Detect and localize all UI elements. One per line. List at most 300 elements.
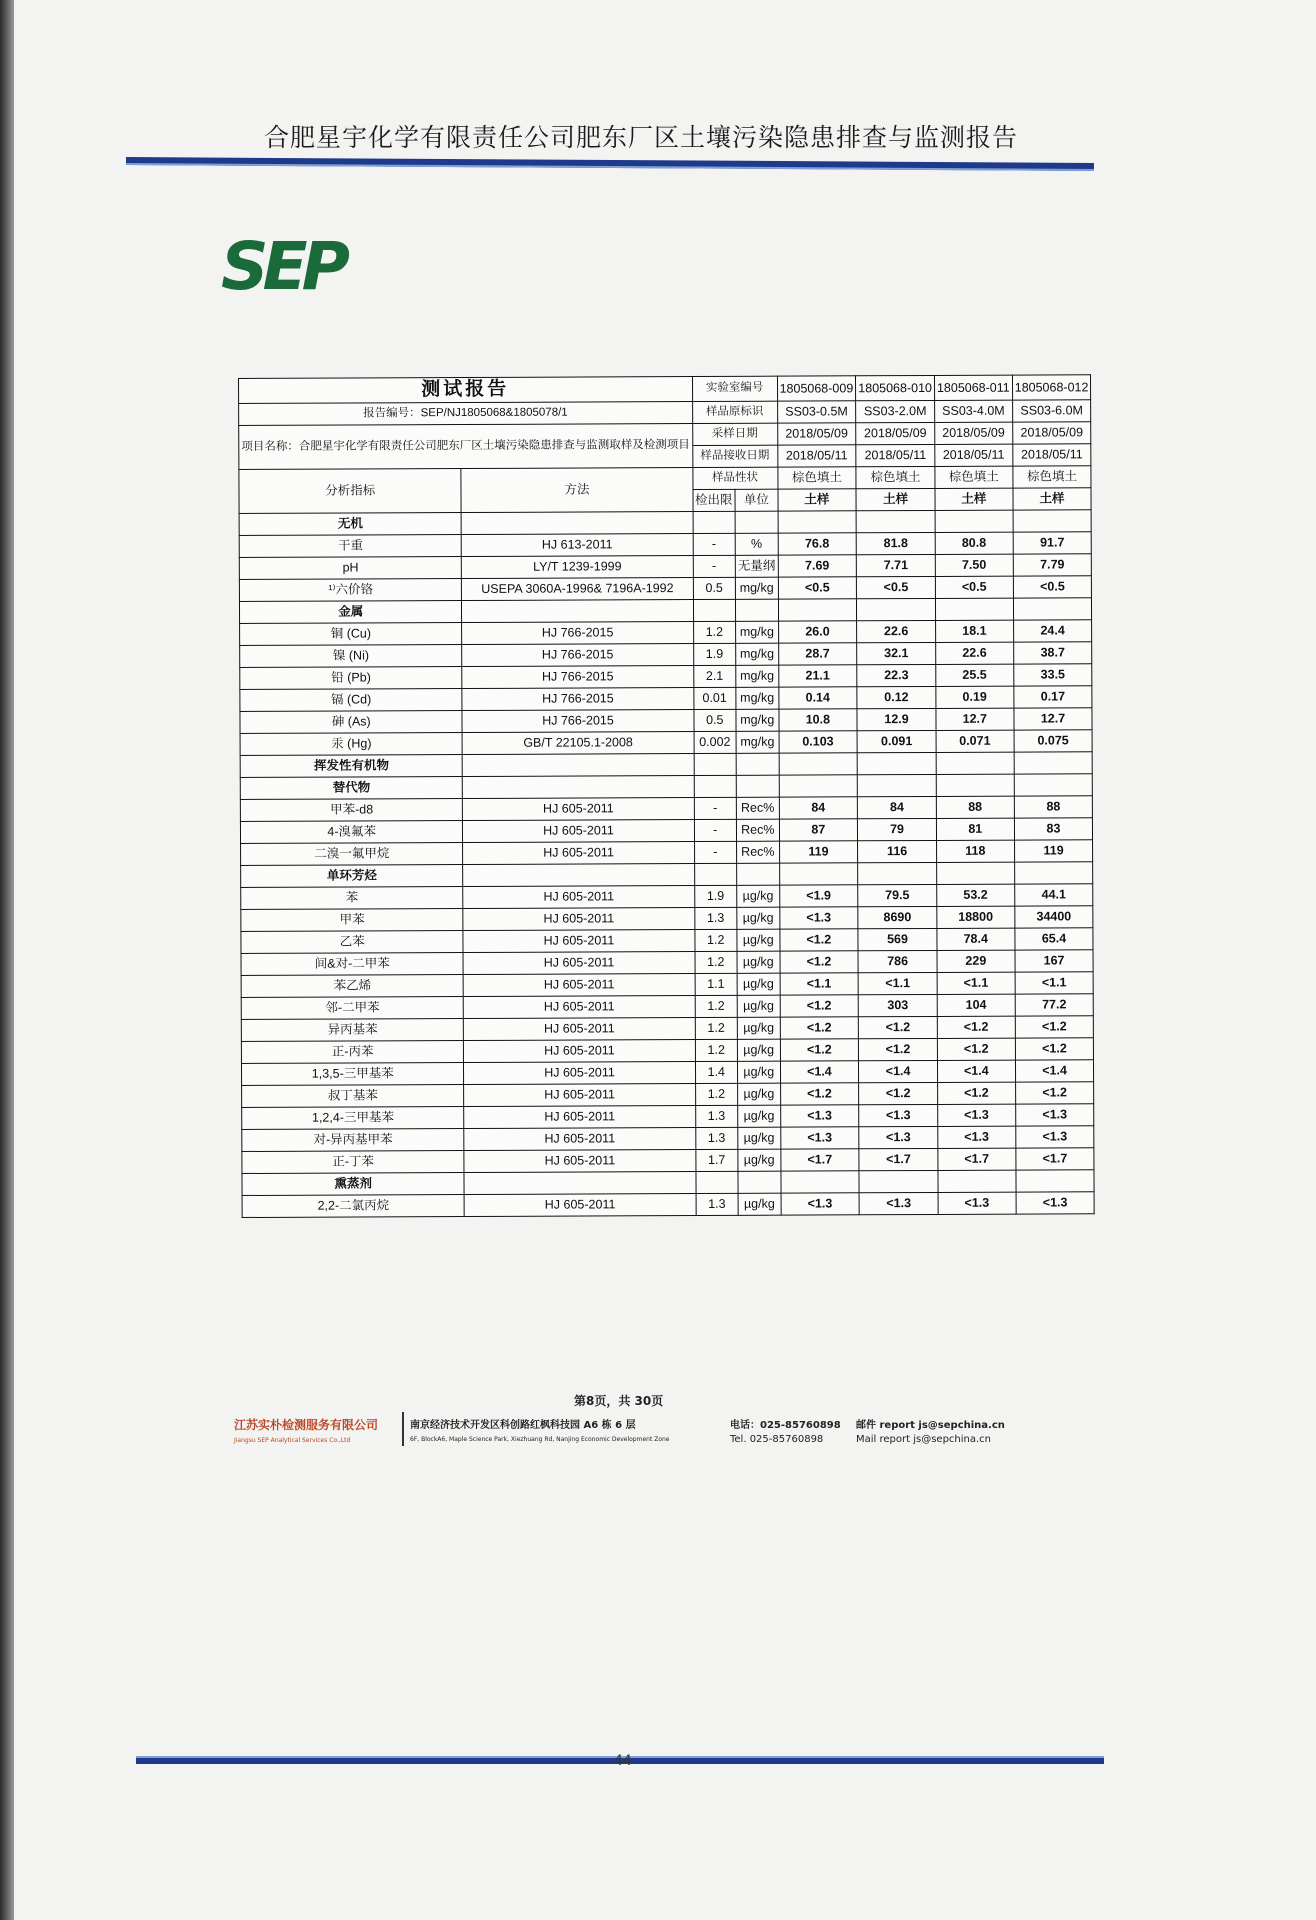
empty-cell [936,774,1014,796]
sampling-date-2: 2018/05/09 [856,422,935,444]
method-standard: HJ 605-2011 [463,885,694,908]
empty-cell [779,863,858,885]
result-value: 104 [937,994,1015,1016]
footer-divider [402,1412,404,1446]
result-value: 81.8 [856,532,935,554]
result-value: <1.2 [780,951,859,973]
result-value: 0.103 [779,731,858,753]
method-standard: HJ 605-2011 [463,819,694,842]
empty-cell [856,510,935,532]
footer-mail-en: Mail report js@sepchina.cn [856,1434,992,1445]
sampling-date-3: 2018/05/09 [935,422,1013,444]
detection-limit: 0.01 [693,687,736,709]
detection-limit: - [694,797,737,819]
unit: µg/kg [738,1127,781,1149]
indicator-name: 1,2,4-三甲基苯 [242,1106,465,1129]
result-value: <1.3 [1015,1126,1094,1148]
empty-cell [1014,774,1093,796]
lab-id-label: 实验室编号 [692,376,777,401]
result-value: 81 [936,818,1014,840]
result-value: 79 [858,818,937,840]
result-value: <1.1 [858,972,937,994]
sample-type-4: 土样 [1013,488,1092,510]
indicator-name: 砷 (As) [240,710,463,733]
detection-limit: 1.2 [695,951,738,973]
result-value: <1.4 [859,1060,938,1082]
result-value: <1.2 [859,1082,938,1104]
section-header: 替代物 [240,776,463,799]
result-value: <1.4 [780,1061,859,1083]
result-value: <1.3 [780,1105,859,1127]
result-value: 65.4 [1015,928,1094,950]
result-value: <1.9 [779,885,858,907]
empty-cell [857,774,936,796]
result-value: 88 [1014,796,1093,818]
detection-limit: 0.5 [693,577,736,599]
col-unit-header: 单位 [735,489,778,511]
footer-company-en: Jiangsu SEP Analytical Services Co.,Ltd [234,1437,351,1444]
indicator-name: 铜 (Cu) [240,622,463,645]
report-number-value: SEP/NJ1805068&1805078/1 [420,406,568,419]
unit: 无量纲 [735,555,778,577]
detection-limit: 1.9 [694,885,737,907]
result-value: 78.4 [937,928,1015,950]
unit: µg/kg [738,1061,781,1083]
sample-type-1: 土样 [778,489,857,511]
result-value: 24.4 [1013,620,1092,642]
empty-cell [735,599,778,621]
receive-date-label: 样品接收日期 [692,445,777,467]
empty-cell [1016,1170,1095,1192]
empty-cell [694,753,737,775]
method-standard: HJ 605-2011 [463,797,694,820]
result-value: <1.3 [859,1192,938,1214]
result-value: 229 [937,950,1015,972]
result-value: <1.1 [1015,972,1094,994]
detection-limit: 1.2 [695,1017,738,1039]
footer-telephone: 电话：025-85760898 [730,1420,841,1431]
result-value: <0.5 [1013,576,1092,598]
sample-type-3: 土样 [935,488,1013,510]
result-value: <1.3 [938,1104,1016,1126]
result-value: 22.6 [857,620,936,642]
empty-cell [779,753,858,775]
sample-nature-3: 棕色填土 [935,466,1013,488]
indicator-name: 镉 (Cd) [240,688,463,711]
method-standard: HJ 605-2011 [464,1149,695,1172]
indicator-name: 镍 (Ni) [240,644,463,667]
empty-cell [693,511,736,533]
result-value: <1.2 [937,1038,1015,1060]
empty-cell [779,775,858,797]
result-value: <1.2 [859,1038,938,1060]
indicator-name: 间&对-二甲苯 [241,952,464,975]
indicator-name: 二溴一氟甲烷 [241,842,464,865]
result-value: 0.19 [936,686,1014,708]
result-value: <1.2 [780,995,859,1017]
empty-cell [462,599,693,622]
result-value: 8690 [858,906,937,928]
book-spine [0,0,14,1920]
result-value: 0.17 [1014,686,1093,708]
result-value: <0.5 [935,576,1013,598]
lab-id-2: 1805068-010 [856,375,935,400]
detection-limit: 1.2 [695,1083,738,1105]
project-name-value: 合肥星宇化学有限责任公司肥东厂区土壤污染隐患排查与监测取样及检测项目 [298,438,690,453]
result-value: <1.1 [937,972,1015,994]
indicator-name: 正-丙苯 [241,1040,464,1063]
result-value: <1.3 [938,1126,1016,1148]
empty-cell [693,599,736,621]
unit: µg/kg [737,995,780,1017]
unit: mg/kg [736,709,779,731]
result-value: <1.7 [1016,1148,1095,1170]
empty-cell [463,775,694,798]
result-value: 83 [1014,818,1093,840]
unit: mg/kg [736,665,779,687]
unit: mg/kg [736,687,779,709]
result-value: <1.3 [859,1104,938,1126]
result-value: 0.071 [936,730,1014,752]
result-value: 119 [779,841,858,863]
result-value: 118 [936,840,1014,862]
unit: mg/kg [736,643,779,665]
result-value: 34400 [1014,906,1093,928]
result-value: <1.2 [780,1017,859,1039]
result-value: 80.8 [935,532,1013,554]
empty-cell [736,775,779,797]
lab-id-3: 1805068-011 [934,375,1012,400]
detection-limit: 0.002 [694,731,737,753]
empty-cell [859,1170,938,1192]
result-value: 0.091 [857,730,936,752]
footer-address-en: 6F, BlockA6, Maple Science Park, Xiezhuang Rd, Nanjing Economic Development Zone [410,1436,670,1443]
result-value: 53.2 [937,884,1015,906]
empty-cell [695,1171,738,1193]
result-value: <1.4 [1015,1060,1094,1082]
result-value: 87 [779,819,858,841]
receive-date-1: 2018/05/11 [777,445,856,467]
result-value: <1.4 [937,1060,1015,1082]
result-value: 28.7 [778,643,857,665]
result-value: <0.5 [778,577,857,599]
empty-cell [937,862,1015,884]
empty-cell [463,753,694,776]
result-value: 119 [1014,840,1093,862]
sample-nature-label: 样品性状 [692,467,777,489]
result-value: <1.2 [1015,1016,1094,1038]
result-value: <1.2 [780,1083,859,1105]
sampling-date-label: 采样日期 [692,423,777,445]
detection-limit: 1.2 [693,621,736,643]
result-value: <1.3 [1016,1192,1095,1214]
sample-nature-1: 棕色填土 [777,467,856,489]
detection-limit: 1.3 [695,1127,738,1149]
result-value: <1.2 [1015,1038,1094,1060]
unit: µg/kg [738,1193,781,1215]
sample-label-label: 样品原标识 [692,401,777,423]
method-standard: HJ 766-2015 [462,621,693,644]
result-value: <1.7 [859,1148,938,1170]
col-indicator-header: 分析指标 [239,468,462,513]
method-standard: HJ 766-2015 [462,709,693,732]
detection-limit: - [694,841,737,863]
indicator-name: 4-溴氟苯 [240,820,463,843]
unit: µg/kg [737,929,780,951]
result-value: <1.7 [780,1149,859,1171]
unit: % [735,533,778,555]
indicator-name: 甲苯-d8 [240,798,463,821]
empty-cell [778,599,857,621]
unit: mg/kg [736,621,779,643]
indicator-name: 汞 (Hg) [240,732,463,755]
detection-limit: 1.9 [693,643,736,665]
result-value: 91.7 [1013,532,1092,554]
receive-date-4: 2018/05/11 [1012,444,1091,466]
result-value: 786 [858,950,937,972]
method-standard: USEPA 3060A-1996& 7196A-1992 [462,577,693,600]
empty-cell [857,752,936,774]
result-value: 18800 [937,906,1015,928]
method-standard: HJ 605-2011 [463,907,694,930]
result-value: 7.69 [778,555,857,577]
result-value: 44.1 [1014,884,1093,906]
footer-telephone-en: Tel. 025-85760898 [730,1434,824,1445]
method-standard: HJ 605-2011 [464,995,695,1018]
method-standard: HJ 605-2011 [464,1017,695,1040]
header-rule [126,157,1094,171]
sample-label-4: SS03-6.0M [1012,400,1091,422]
sample-label-1: SS03-0.5M [777,401,856,423]
result-value: <1.3 [859,1126,938,1148]
empty-cell [780,1171,859,1193]
indicator-name: 正-丁苯 [242,1150,465,1173]
detection-limit: - [694,819,737,841]
method-standard: HJ 605-2011 [464,1127,695,1150]
subsection-header: 挥发性有机物 [240,754,463,777]
result-value: 0.12 [857,686,936,708]
detection-limit: 1.3 [696,1193,739,1215]
empty-cell [935,598,1013,620]
receive-date-2: 2018/05/11 [856,444,935,466]
result-value: 33.5 [1013,664,1092,686]
method-standard: HJ 605-2011 [464,973,695,996]
lab-id-4: 1805068-012 [1012,375,1091,400]
method-standard: GB/T 22105.1-2008 [463,731,694,754]
empty-cell [1014,862,1093,884]
result-value: 77.2 [1015,994,1094,1016]
indicator-name: ¹⁾六价铬 [239,578,462,601]
detection-limit: 1.2 [695,995,738,1017]
unit: µg/kg [737,951,780,973]
result-value: 84 [779,797,858,819]
footer-company: 江苏实朴检测服务有限公司 [234,1418,379,1432]
result-value: 0.14 [778,687,857,709]
detection-limit: 1.4 [695,1061,738,1083]
section-header: 单环芳烃 [241,864,464,887]
result-value: 22.6 [936,642,1014,664]
empty-cell [736,753,779,775]
result-value: 38.7 [1013,642,1092,664]
col-method-header: 方法 [461,467,692,512]
unit: mg/kg [735,577,778,599]
method-standard: HJ 766-2015 [462,665,693,688]
unit: Rec% [737,841,780,863]
table-row [242,1192,1094,1218]
receive-date-3: 2018/05/11 [935,444,1013,466]
sample-label-2: SS03-2.0M [856,400,935,422]
unit: µg/kg [737,973,780,995]
result-value: 25.5 [936,664,1014,686]
result-value: <1.2 [1015,1082,1094,1104]
indicator-name: 干重 [239,534,462,557]
indicator-name: 1,3,5-三甲基苯 [241,1062,464,1085]
result-value: 7.71 [856,554,935,576]
project-name-label: 项目名称： [241,440,299,453]
unit: Rec% [736,819,779,841]
footer-page-info: 第8页，共 30页 [574,1394,664,1408]
detection-limit: 2.1 [693,665,736,687]
section-header: 金属 [239,600,462,623]
header-row-lab-id [239,375,1091,404]
result-value: 26.0 [778,621,857,643]
result-value: <1.3 [1015,1104,1094,1126]
method-standard: HJ 605-2011 [463,929,694,952]
result-value: 303 [858,994,937,1016]
result-value: 116 [858,840,937,862]
sample-nature-4: 棕色填土 [1013,466,1092,488]
result-value: <1.3 [781,1193,860,1215]
empty-cell [778,511,857,533]
unit: µg/kg [738,1149,781,1171]
unit: mg/kg [736,731,779,753]
indicator-name: 乙苯 [241,930,464,953]
result-value: <1.2 [780,1039,859,1061]
result-value: <1.7 [938,1148,1016,1170]
indicator-name: 苯乙烯 [241,974,464,997]
test-report-table [238,374,1095,1218]
indicator-name: pH [239,556,462,579]
indicator-name: 苯 [241,886,464,909]
empty-cell [935,510,1013,532]
footer-address: 南京经济技术开发区科创路红枫科技园 A6 栋 6 层 [410,1420,636,1431]
empty-cell [737,863,780,885]
empty-cell [694,775,737,797]
empty-cell [936,752,1014,774]
method-standard: HJ 605-2011 [463,951,694,974]
result-value: 0.075 [1014,730,1093,752]
method-standard: HJ 766-2015 [462,643,693,666]
empty-cell [463,863,694,886]
lab-id-1: 1805068-009 [777,376,856,401]
method-standard: HJ 605-2011 [464,1105,695,1128]
result-value: 79.5 [858,884,937,906]
result-value: 12.9 [857,708,936,730]
empty-cell [694,863,737,885]
empty-cell [1013,510,1092,532]
detection-limit: 1.3 [694,907,737,929]
page-header-title: 合肥星宇化学有限责任公司肥东厂区土壤污染隐患排查与监测报告 [264,123,1019,152]
result-value: <1.3 [779,907,858,929]
result-value: 7.50 [935,554,1013,576]
sampling-date-1: 2018/05/09 [777,423,856,445]
empty-cell [462,511,693,534]
result-value: <1.3 [938,1192,1016,1214]
report-title: 测试报告 [239,377,693,404]
method-standard: LY/T 1239-1999 [462,555,693,578]
result-value: 10.8 [778,709,857,731]
indicator-name: 甲苯 [241,908,464,931]
detection-limit: 1.2 [694,929,737,951]
sep-logo-text: SEP [221,228,344,305]
detection-limit: 1.2 [695,1039,738,1061]
indicator-name: 铅 (Pb) [240,666,463,689]
unit: µg/kg [738,1083,781,1105]
section-header: 无机 [239,512,462,535]
empty-cell [738,1171,781,1193]
indicator-name: 叔丁基苯 [242,1084,465,1107]
detection-limit: - [693,555,736,577]
result-value: <1.3 [780,1127,859,1149]
sample-nature-2: 棕色填土 [856,466,935,488]
result-value: 7.79 [1013,554,1092,576]
method-standard: HJ 766-2015 [462,687,693,710]
sep-logo [221,228,361,305]
detection-limit: - [693,533,736,555]
result-value: 32.1 [857,642,936,664]
indicator-name: 邻-二甲苯 [241,996,464,1019]
empty-cell [938,1170,1016,1192]
result-value: 22.3 [857,664,936,686]
report-number-label: 报告编号： [363,406,421,420]
method-standard: HJ 605-2011 [465,1193,696,1216]
unit: µg/kg [737,907,780,929]
result-value: 12.7 [1014,708,1093,730]
unit: Rec% [736,797,779,819]
footer-mail: 邮件 report js@sepchina.cn [856,1420,1005,1431]
empty-cell [858,862,937,884]
result-value: 18.1 [935,620,1013,642]
result-value: <1.2 [859,1016,938,1038]
unit: µg/kg [737,885,780,907]
indicator-name: 异丙基苯 [241,1018,464,1041]
sample-label-3: SS03-4.0M [935,400,1013,422]
page-number: 44 [614,1753,632,1769]
sampling-date-4: 2018/05/09 [1012,422,1091,444]
method-standard: HJ 605-2011 [463,841,694,864]
detection-limit: 0.5 [693,709,736,731]
document-page [14,0,1316,1920]
unit: µg/kg [737,1039,780,1061]
empty-cell [1013,598,1092,620]
result-value: 21.1 [778,665,857,687]
result-value: <1.1 [780,973,859,995]
method-standard: HJ 605-2011 [464,1039,695,1062]
result-value: 88 [936,796,1014,818]
col-limit-header: 检出限 [692,489,735,511]
empty-cell [1014,752,1093,774]
result-value: <1.2 [937,1082,1015,1104]
detection-limit: 1.1 [695,973,738,995]
indicator-name: 对-异丙基甲苯 [242,1128,465,1151]
result-value: 569 [858,928,937,950]
result-value: <0.5 [857,576,936,598]
report-number [239,401,693,425]
result-value: 167 [1015,950,1094,972]
result-value: <1.2 [779,929,858,951]
indicator-name: 2,2-二氯丙烷 [242,1194,465,1217]
unit: µg/kg [738,1105,781,1127]
